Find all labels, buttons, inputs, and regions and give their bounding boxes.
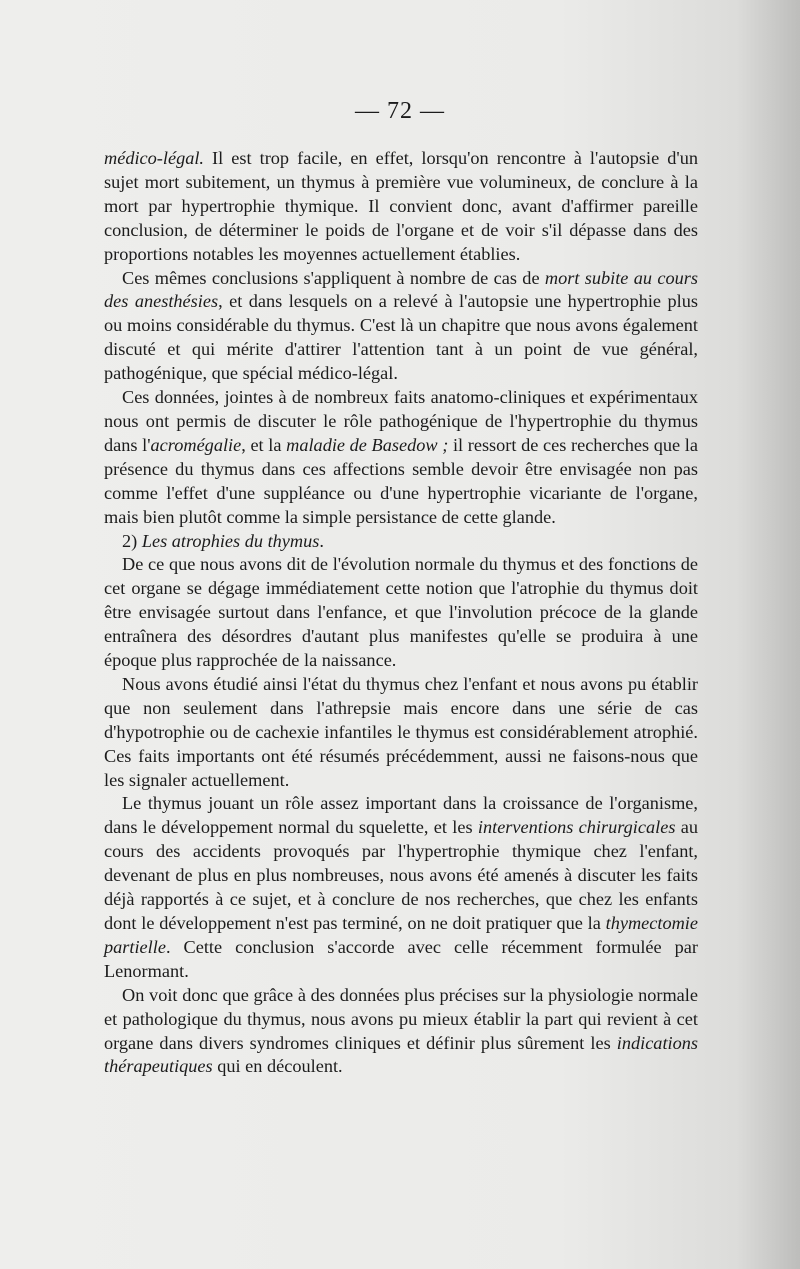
italic-run: acromégalie — [150, 434, 242, 455]
italic-run: maladie de Basedow ; — [286, 434, 449, 455]
text-run: il ressort de ces recherches que la présence du thymus dans ces affections semble devoir être envisagée non pas comme l'effet d'une suppléance ou d'une hypertrophie vicariante de l'organe, mais bien plutôt comme la simple persistance de cette glande. — [104, 434, 699, 527]
text-run: Ces données, jointes à de nombreux faits anatomo-cliniques et expérimentaux nous ont permis de discuter le rôle pathogénique de l'hypertrophie du thymus dans l' — [104, 387, 698, 455]
text-run: De ce que nous avons dit de l'évolution normale du thymus et des fonctions de cet organe se dégage immédiatement cette notion que l'atrophie du thymus doit être envisagée surtout dans l'enfance, et que l'involution précoce de la glande entraînera des désordres d'autant plus manifestes qu'elle se produira à une époque plus rapprochée de la naissance. — [104, 554, 698, 671]
italic-run: interventions chirurgicales — [477, 817, 676, 838]
paragraph-5 — [104, 673, 698, 793]
text-run: . Cette conclusion s'accorde avec celle récemment formulée par Lenormant. — [104, 936, 698, 981]
section-heading-atrophies — [104, 530, 698, 554]
text-run: Ces mêmes conclusions s'appliquent à nombre de cas de — [122, 267, 545, 288]
paragraph-3 — [104, 386, 698, 529]
italic-run: indications thérapeutiques — [104, 1032, 698, 1077]
text-run: . — [319, 530, 324, 551]
italic-run: Les atrophies du thymus — [141, 530, 320, 551]
text-run: Il est trop facile, en effet, lorsqu'on rencontre à l'autopsie d'un sujet mort subitement, un thymus à première vue volumineux, de conclure à la mort par hypertrophie thymique. Il convient donc, avant d'affirmer pareille conclusion, de déterminer le poids de l'organe et de voir s'il dépasse dans des proportions notables les moyennes actuellement établies. — [104, 148, 698, 264]
italic-run: mort subite au cours des anesthésies — [104, 267, 698, 312]
body-text — [104, 147, 698, 1079]
italic-run: thymectomie partielle — [104, 913, 698, 957]
text-run: Le thymus jouant un rôle assez important dans la croissance de l'organisme, dans le développement normal du squelette, et les — [104, 793, 698, 838]
text-run: On voit donc que grâce à des données plus précises sur la physiologie normale et pathologique du thymus, nous avons pu mieux établir la part qui revient à cet organe dans divers syndromes cliniques et définir plus sûrement les — [104, 984, 698, 1053]
paragraph-7 — [104, 984, 698, 1080]
paragraph-4 — [104, 553, 698, 673]
italic-run: médico-légal. — [104, 148, 205, 168]
paragraph-1 — [104, 147, 698, 267]
paragraph-2 — [104, 267, 698, 387]
text-run: au cours des accidents provoqués par l'hypertrophie thymique chez l'enfant, devenant de plus en plus nombreuses, nous avons été amenés à discuter les faits déjà rapportés à ce sujet, et à conclure de nos recherches, que chez les enfants dont le développement n'est pas terminé, on ne doit pratiquer que la — [104, 817, 699, 933]
text-run: qui en découlent. — [212, 1056, 343, 1077]
text-run: , et dans lesquels on a relevé à l'autopsie une hypertrophie plus ou moins considérable du thymus. C'est là un chapitre que nous avons également discuté et qui mérite d'attirer l'attention tant à un point de vue général, pathogénique, que spécial médico-légal. — [104, 291, 698, 384]
paragraph-6 — [104, 792, 698, 983]
text-run: 2) — [122, 530, 142, 551]
page-number: — 72 — — [355, 98, 445, 124]
text-run: Nous avons étudié ainsi l'état du thymus chez l'enfant et nous avons pu établir que non seulement dans l'athrepsie mais encore dans une série de cas d'hypotrophie ou de cachexie infantiles le thymus est considérablement atrophié. Ces faits importants ont été résumés précédemment, aussi ne faisons-nous que les signaler actuellement. — [104, 673, 698, 790]
text-run: , et la — [241, 434, 287, 455]
